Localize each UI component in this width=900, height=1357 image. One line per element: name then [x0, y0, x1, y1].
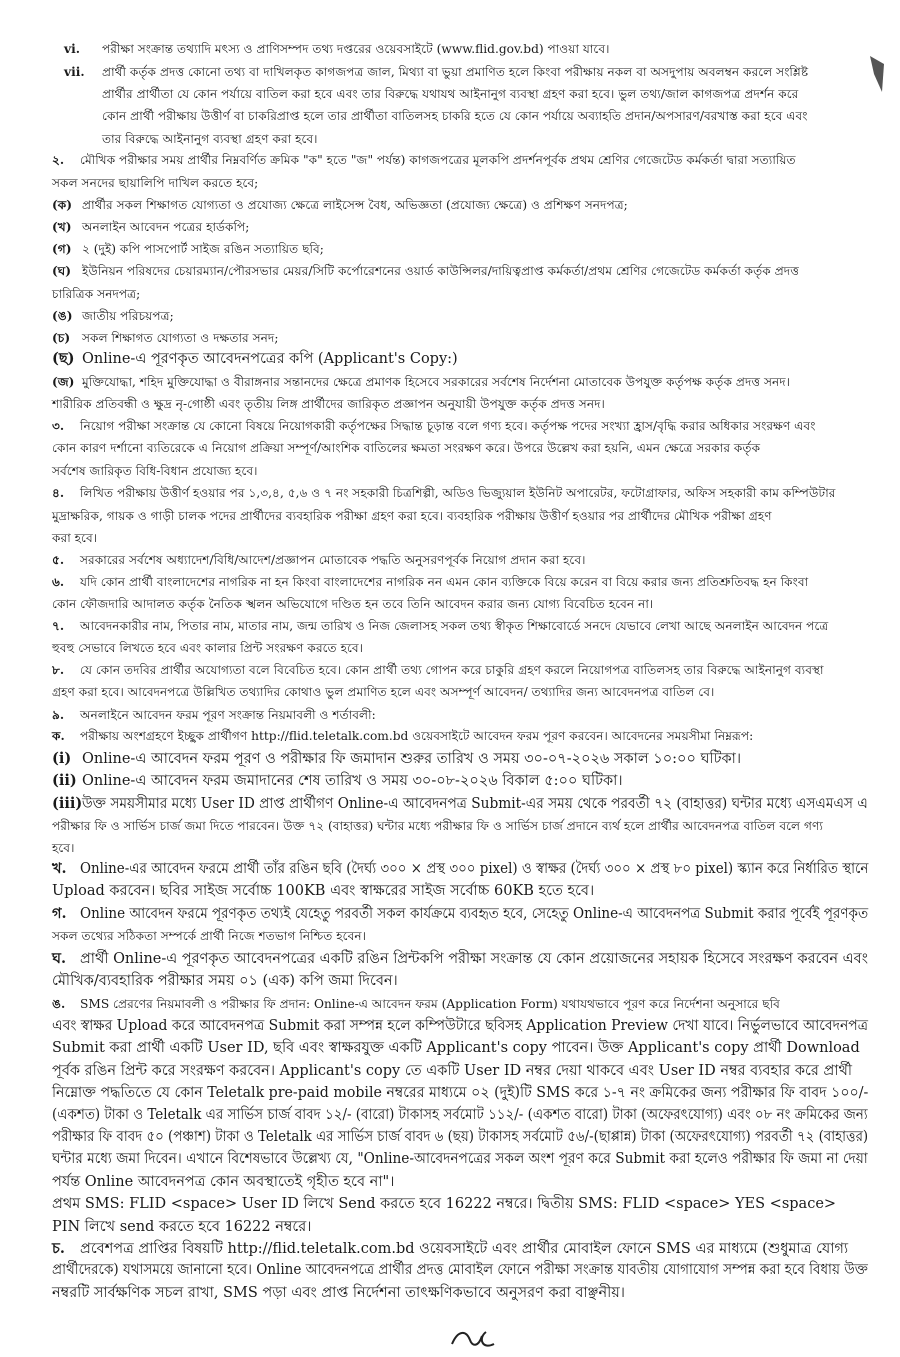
document-line — [0, 283, 900, 305]
page-number-handwritten-mark — [448, 1322, 508, 1352]
line-text: পরীক্ষার ফি ও সার্ভিস চার্জ জমা দিতে পারবেন। উক্ত ৭২ (বাহাত্তর) ঘন্টার মধ্যে পরীক্ষার ফি ও সার্ভিস চার্জ প্রদানে ব্যর্থ হলে প্রার্থীর আবেদনপত্র বাতিল বলে গণ্য — [52, 819, 823, 833]
line-label: ৭. — [52, 619, 65, 633]
line-text: প্রার্থীর প্রার্থীতা যে কোন পর্যায়ে বাতিল করা হবে এবং তার বিরুদ্ধে যথাযথ আইনানুগ ব্যবস্থা গ্রহণ করা হবে। ভুল তথ্য/জাল কাগজপত্র প্রদর্শন করে — [102, 87, 799, 101]
document-line — [0, 615, 900, 637]
line-label: (ছ) — [52, 350, 75, 367]
line-label: গ. — [52, 905, 67, 922]
line-text: কোন প্রার্থী পরীক্ষায় উত্তীর্ণ বা চাকরিপ্রাপ্ত হলে তার প্রার্থীতা বাতিলসহ চাকরি হতে যে কোন পর্যায়ে অব্যাহতি প্রদান/অপসারণ/বরখাস্ত করা হবে এবং — [102, 109, 808, 123]
document-line — [0, 681, 900, 703]
line-text: অনলাইনে আবেদন ফরম পূরণ সংক্রান্ত নিয়মাবলী ও শর্তাবলী: — [80, 708, 376, 722]
document-line — [0, 128, 900, 150]
document-line — [0, 437, 900, 459]
line-text: পর্যন্ত Online আবেদনপত্র কোন অবস্থাতেই গৃহীত হবে না"। — [52, 1174, 395, 1190]
document-line — [0, 260, 900, 282]
line-text: করা হবে। — [52, 531, 98, 545]
line-label: খ. — [52, 860, 67, 877]
document-line — [0, 172, 900, 194]
line-text: প্রবেশপত্র প্রাপ্তির বিষয়টি http://flid.teletalk.com.bd ওয়েবসাইটে এবং প্রার্থীর মোবাইল ফোনে SMS এর মাধ্যমে (শুধুমাত্র যোগ্য — [80, 1241, 849, 1257]
line-text: নিয়োগ পরীক্ষা সংক্রান্ত যে কোনো বিষয়ে নিয়োগকারী কর্তৃপক্ষের সিদ্ধান্ত চূড়ান্ত বলে গণ্য হবে। কর্তৃপক্ষ পদের সংখ্যা হ্রাস/বৃদ্ধি করার অধিকার সংরক্ষণ এবং — [80, 419, 816, 433]
line-text: মুক্তিযোদ্ধা, শহিদ মুক্তিযোদ্ধা ও বীরাঙ্গনার সন্তানদের ক্ষেত্রে প্রমাণক হিসেবে সরকারের সর্বশেষ নির্দেশনা মোতাবেক উপযুক্ত কর্তৃপক্ষ কর্তৃক প্রদত্ত সনদ। — [82, 375, 791, 389]
document-line — [0, 748, 900, 770]
line-text: Online আবেদন ফরমে পূরণকৃত তথ্যই যেহেতু পরবর্তী সকল কার্যক্রমে ব্যবহৃত হবে, সেহেতু Online-এ আবেদনপত্র Submit করার পূর্বেই পূরণকৃত — [80, 906, 869, 922]
line-text: SMS প্রেরণের নিয়মাবলী ও পরীক্ষার ফি প্রদান: Online-এ আবেদন ফরম (Application Form) যথাযথভাবে পূরণ করে নির্দেশনা অনুসারে ছবি — [80, 997, 780, 1011]
line-text: গ্রহণ করা হবে। আবেদনপত্রে উল্লিখিত তথ্যাদির কোথাও ভুল প্রমাণিত হলে এবং অসম্পূর্ণ আবেদন/ তথ্যাদির জন্য আবেদনপত্র বাতিল বে। — [52, 685, 715, 699]
line-text: তার বিরুদ্ধে আইনানুগ ব্যবস্থা গ্রহণ করা হবে। — [102, 132, 318, 146]
line-label: ৮. — [52, 663, 65, 677]
document-line — [0, 1104, 900, 1126]
document-line — [0, 348, 900, 370]
line-label: ৪. — [52, 486, 65, 500]
document-line — [0, 460, 900, 482]
line-text: সকল শিক্ষাগত যোগ্যতা ও দক্ষতার সনদ; — [82, 331, 279, 345]
document-line — [0, 593, 900, 615]
line-label: (i) — [52, 750, 72, 767]
line-label: vii. — [64, 65, 85, 79]
document-line — [0, 837, 900, 859]
line-text: Online-এ আবেদন ফরম জমাদানের শেষ তারিখ ও সময় ৩০-০৮-২০২৬ বিকাল ৫:০০ ঘটিকা। — [82, 773, 623, 789]
line-text: সরকারের সর্বশেষ অধ্যাদেশ/বিধি/আদেশ/প্রজ্ঞাপন মোতাবেক পদ্ধতি অনুসরণপূর্বক নিয়োগ প্রদান করা হবে। — [80, 553, 586, 567]
line-text: (একশত) টাকা ও Teletalk এর সার্ভিস চার্জ বাবদ ১২/- (বারো) টাকাসহ সর্বমোট ১১২/- (একশত বারো) টাকা (অফেরৎযোগ্য) এবং ০৮ নং ক্রমিকের জন্য — [52, 1107, 868, 1123]
document-line — [0, 1015, 900, 1037]
line-label: (জ) — [52, 375, 75, 389]
document-line — [0, 1193, 900, 1215]
document-line — [0, 505, 900, 527]
document-line — [0, 527, 900, 549]
line-label: ৫. — [52, 553, 65, 567]
corner-scan-mark — [868, 54, 886, 94]
document-line — [0, 415, 900, 437]
line-text: প্রার্থীদেরকে) যথাসময়ে জানানো হবে। Online আবেদনপত্রে প্রার্থীর প্রদত্ত মোবাইল ফোনে পরীক্ষা সংক্রান্ত যাবতীয় যোগাযোগ সম্পন্ন করা হবে বিধায় উক্ত — [52, 1262, 868, 1278]
line-text: ২ (দুই) কপি পাসপোর্ট সাইজ রঙিন সত্যায়িত ছবি; — [82, 242, 324, 256]
line-text: পরীক্ষার ফি বাবদ ৫০ (পঞ্চাশ) টাকা ও Teletalk এর সার্ভিস চার্জ বাবদ ৬ (ছয়) টাকাসহ সর্বমোট ৫৬/-(ছাপ্পান্ন) টাকা (অফেরৎযোগ্য) পরবর্তী ৭২ (বাহাত্তর) — [52, 1129, 869, 1145]
line-text: শারীরিক প্রতিবন্ধী ও ক্ষুদ্র নৃ-গোষ্ঠী এবং তৃতীয় লিঙ্গ প্রার্থীদের জারিকৃত প্রজ্ঞাপন অনুযায়ী উপযুক্ত কর্তৃক প্রদত্ত সনদ। — [52, 397, 605, 411]
line-text: উক্ত সময়সীমার মধ্যে User ID প্রাপ্ত প্রার্থীগণ Online-এ আবেদনপত্র Submit-এর সময় থেকে পরবর্তী ৭২ (বাহাত্তর) ঘন্টার মধ্যে এসএমএস এ — [82, 796, 868, 812]
line-text: এবং স্বাক্ষর Upload করে আবেদনপত্র Submit করা সম্পন্ন হলে কম্পিউটারে ছবিসহ Application Preview দেখা যাবে। নির্ভুলভাবে আবেদনপত্র — [52, 1018, 869, 1034]
line-text: মুদ্রাক্ষরিক, গায়ক ও গাড়ী চালক পদের প্রার্থীদের ব্যবহারিক পরীক্ষা গ্রহণ করা হবে। ব্যবহারিক পরীক্ষায় উত্তীর্ণ হওয়ার পর প্রার্থীদের মৌখিক পরীক্ষা গ্রহণ — [52, 509, 772, 523]
line-text: সর্বশেষ জারিকৃত বিধি-বিধান প্রযোজ্য হবে। — [52, 464, 258, 478]
line-label: (ক) — [52, 198, 73, 212]
line-text: অনলাইন আবেদন পত্রের হার্ডকপি; — [82, 220, 250, 234]
line-text: ঘন্টার মধ্যে জমা দিবেন। এখানে বিশেষভাবে উল্লেখ্য যে, "Online-আবেদনপত্রের সকল অংশ পূরণ করে Submit করা হলেও পরীক্ষার ফি জমা না দেয়া — [52, 1151, 868, 1167]
document-line — [0, 1216, 900, 1238]
document-line — [0, 149, 900, 171]
line-label: ঙ. — [52, 997, 66, 1011]
line-label: ক. — [52, 729, 65, 743]
document-line — [0, 1126, 900, 1148]
line-text: লিখিত পরীক্ষায় উত্তীর্ণ হওয়ার পর ১,৩,৪, ৫,৬ ও ৭ নং সহকারী চিত্রশিল্পী, অডিও ভিজ্যুয়াল ইউনিট অপারেটর, ফটোগ্রাফার, অফিস সহকারী কাম কম্পিউটার — [80, 486, 836, 500]
line-text: নিম্নোক্ত পদ্ধতিতে যে কোন Teletalk pre-paid mobile নম্বরের মাধ্যমে ০২ (দুই)টি SMS করে ১-৭ নং ক্রমিকের জন্য পরীক্ষার ফি বাবদ ১০০/- — [52, 1085, 869, 1101]
line-text: হবে। — [52, 841, 75, 855]
document-line — [0, 393, 900, 415]
line-label: ৬. — [52, 575, 65, 589]
line-label: (চ) — [52, 331, 71, 345]
document-line — [0, 793, 900, 815]
document-line — [0, 105, 900, 127]
line-text: পরীক্ষা সংক্রান্ত তথ্যাদি মৎস্য ও প্রাণিসম্পদ তথ্য দপ্তরের ওয়েবসাইটে (www.flid.gov.bd) পাওয়া যাবে। — [102, 42, 610, 56]
document-line — [0, 880, 900, 902]
line-text: প্রার্থী Online-এ পূরণকৃত আবেদনপত্রের একটি রঙিন প্রিন্টকপি পরীক্ষা সংক্রান্ত যে কোন প্রয়োজনের সহায়ক হিসেবে সংরক্ষণ করবেন এবং — [80, 951, 868, 967]
document-line — [0, 925, 900, 947]
line-text: প্রার্থী কর্তৃক প্রদত্ত কোনো তথ্য বা দাখিলকৃত কাগজপত্র জাল, মিথ্যা বা ভুয়া প্রমাণিত হলে কিংবা পরীক্ষায় নকল বা অসদুপায় অবলম্বন করলে সংশ্লিষ্ট — [102, 65, 809, 79]
line-text: মৌখিক পরীক্ষার সময় প্রার্থীর নিম্নবর্ণিত ক্রমিক "ক" হতে "জ" পর্যন্ত) কাগজপত্রের মূলকপি প্রদর্শনপূর্বক প্রথম শ্রেণির গেজেটেড কর্মকর্তা দ্বারা সত্যায়িত — [80, 153, 796, 167]
document-line — [0, 948, 900, 970]
document-line — [0, 61, 900, 83]
line-text: চারিত্রিক সনদপত্র; — [52, 287, 141, 301]
document-line — [0, 327, 900, 349]
line-text: পূর্বক রঙিন প্রিন্ট করে সংরক্ষণ করবেন। Applicant's copy তে একটি User ID নম্বর দেয়া থাকবে এবং User ID নম্বর ব্যবহার করে প্রার্থী — [52, 1063, 853, 1079]
line-text: কোন ফৌজদারি আদালত কর্তৃক নৈতিক স্খলন অভিযোগে দণ্ডিত হন তবে তিনি আবেদন করার জন্য যোগ্য বিবেচিত হবেন না। — [52, 597, 654, 611]
document-line — [0, 371, 900, 393]
line-label: ৯. — [52, 708, 65, 722]
line-text: PIN লিখে send করতে হবে 16222 নম্বরে। — [52, 1219, 312, 1235]
line-text: সকল তথ্যের সঠিকতা সম্পর্কে প্রার্থী নিজে শতভাগ নিশ্চিত হবেন। — [52, 929, 366, 943]
document-line — [0, 83, 900, 105]
document-line — [0, 1259, 900, 1281]
line-text: পরীক্ষায় অংশগ্রহণে ইচ্ছুক প্রার্থীগণ http://flid.teletalk.com.bd ওয়েবসাইটে আবেদন ফরম পূরণ করবেন। আবেদনের সময়সীমা নিম্নরূপ: — [80, 729, 754, 743]
line-text: ইউনিয়ন পরিষদের চেয়ারম্যান/পৌরসভার মেয়র/সিটি কর্পোরেশনের ওয়ার্ড কাউন্সিলর/দায়িত্বপ্রাপ্ত কর্মকর্তা/প্রথম শ্রেণির গেজেটেড কর্মকর্তা কর্তৃক প্রদত্ত — [82, 264, 799, 278]
line-label: ২. — [52, 153, 65, 167]
document-line — [0, 549, 900, 571]
line-text: Online-এর আবেদন ফরমে প্রার্থী তাঁর রঙিন ছবি (দৈর্ঘ্য ৩০০ × প্রস্থ ৩০০ pixel) ও স্বাক্ষর (দৈর্ঘ্য ৩০০ × প্রস্থ ৮০ pixel) স্ক্যান করে নির্ধারিত স্থানে — [80, 861, 869, 877]
line-text: প্রার্থীর সকল শিক্ষাগত যোগ্যতা ও প্রযোজ্য ক্ষেত্রে লাইসেন্স বৈধ, অভিজ্ঞতা (প্রযোজ্য ক্ষেত্রে) ও প্রশিক্ষণ সনদপত্র; — [82, 198, 628, 212]
document-line — [0, 725, 900, 747]
line-label: vi. — [64, 42, 80, 56]
document-line — [0, 704, 900, 726]
document-line — [0, 770, 900, 792]
line-text: যদি কোন প্রার্থী বাংলাদেশের নাগরিক না হন কিংবা বাংলাদেশের নাগরিক নন এমন কোন ব্যক্তিকে বিয়ে করেন বা বিয়ে করার জন্য প্রতিশ্রুতিবদ্ধ হন কিংবা — [80, 575, 809, 589]
line-label: (খ) — [52, 220, 72, 234]
document-line — [0, 637, 900, 659]
line-text: জাতীয় পরিচয়পত্র; — [82, 309, 174, 323]
line-label: (ঙ) — [52, 309, 73, 323]
document-line — [0, 216, 900, 238]
document-line — [0, 1060, 900, 1082]
document-line — [0, 1082, 900, 1104]
line-label: চ. — [52, 1240, 65, 1257]
line-text: কোন কারণ দর্শানো ব্যতিরেকে এ নিয়োগ প্রক্রিয়া সম্পূর্ণ/আংশিক বাতিলের ক্ষমতা সংরক্ষণ করে। উপরে উল্লেখ করা হয়নি, এমন ক্ষেত্রে সরকার কর্তৃক — [52, 441, 761, 455]
line-label: ৩. — [52, 419, 65, 433]
line-label: (iii) — [52, 795, 83, 812]
document-line — [0, 571, 900, 593]
line-text: Online-এ পূরণকৃত আবেদনপত্রের কপি (Applicant's Copy:) — [82, 351, 458, 367]
line-text: যে কোন তদবির প্রার্থীর অযোগ্যতা বলে বিবেচিত হবে। কোন প্রার্থী তথ্য গোপন করে চাকুরি গ্রহণ করলে নিয়োগপত্র বাতিলসহ তার বিরুদ্ধে আইনানুগ ব্যবস্থা — [80, 663, 824, 677]
line-text: প্রথম SMS: FLID <space> User ID লিখে Send করতে হবে 16222 নম্বরে। দ্বিতীয় SMS: FLID <space> YES <space> — [52, 1196, 837, 1212]
line-text: Submit করা প্রার্থী একটি User ID, ছবি এবং স্বাক্ষরযুক্ত একটি Applicant's copy পাবেন। উক্ত Applicant's copy প্রার্থী Download — [52, 1040, 860, 1056]
document-line — [0, 482, 900, 504]
document-line — [0, 238, 900, 260]
document-line — [0, 1148, 900, 1170]
line-label: (ii) — [52, 772, 77, 789]
document-line — [0, 993, 900, 1015]
document-line — [0, 38, 900, 60]
document-line — [0, 1037, 900, 1059]
line-text: Upload করবেন। ছবির সাইজ সর্বোচ্চ 100KB এবং স্বাক্ষরের সাইজ সর্বোচ্চ 60KB হতে হবে। — [52, 883, 595, 899]
document-line — [0, 970, 900, 992]
document-line — [0, 903, 900, 925]
document-line — [0, 305, 900, 327]
document-line — [0, 858, 900, 880]
line-label: (গ) — [52, 242, 72, 256]
line-text: মৌখিক/ব্যবহারিক পরীক্ষার সময় ০১ (এক) কপি জমা দিবেন। — [52, 973, 398, 989]
line-text: হুবহু সেভাবে লিখতে হবে এবং কালার প্রিন্ট সংরক্ষণ করতে হবে। — [52, 641, 364, 655]
line-text: নম্বরটি সার্বক্ষণিক সচল রাখা, SMS পড়া এবং প্রাপ্ত নির্দেশনা তাৎক্ষণিকভাবে অনুসরণ করা বাঞ্ছনীয়। — [52, 1285, 625, 1301]
line-text: আবেদনকারীর নাম, পিতার নাম, মাতার নাম, জন্ম তারিখ ও নিজ জেলাসহ সকল তথ্য স্বীকৃত শিক্ষাবোর্ডে সনদে যেভাবে লেখা আছে অনলাইন আবেদন পত্রে — [80, 619, 829, 633]
document-line — [0, 194, 900, 216]
line-label: (ঘ) — [52, 264, 72, 278]
line-text: Online-এ আবেদন ফরম পূরণ ও পরীক্ষার ফি জমাদান শুরুর তারিখ ও সময় ৩০-০৭-২০২৬ সকাল ১০:০০ ঘটিকা। — [82, 751, 742, 767]
line-text: সকল সনদের ছায়ালিপি দাখিল করতে হবে; — [52, 176, 259, 190]
document-line — [0, 815, 900, 837]
document-line — [0, 659, 900, 681]
document-line — [0, 1282, 900, 1304]
line-label: ঘ. — [52, 950, 67, 967]
document-line — [0, 1171, 900, 1193]
document-line — [0, 1238, 900, 1260]
